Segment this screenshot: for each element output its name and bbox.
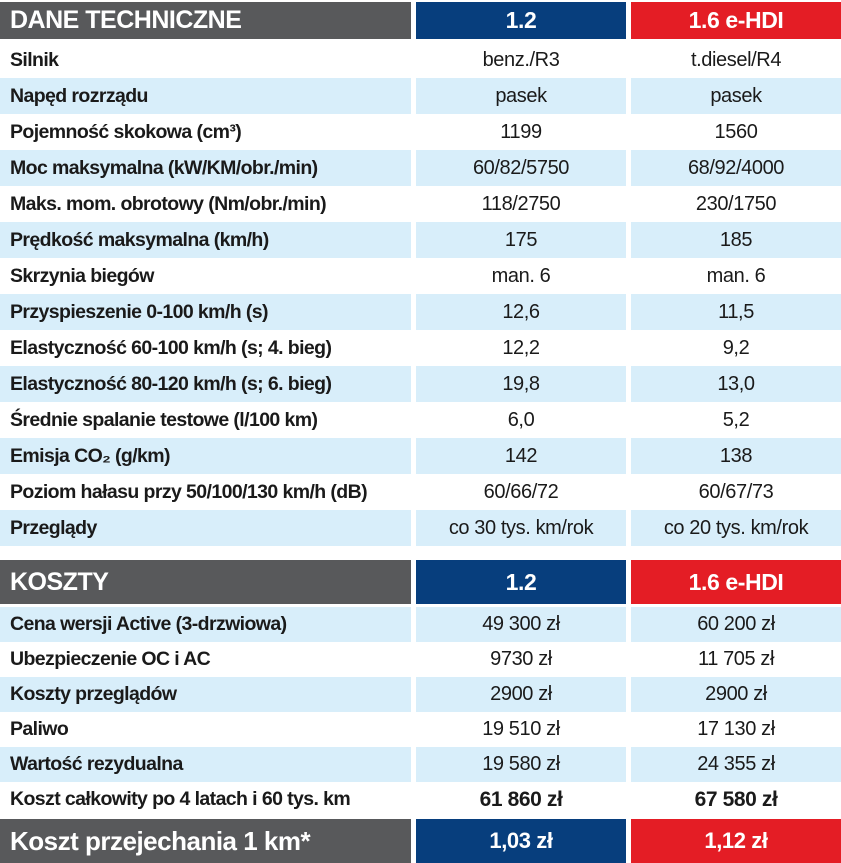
value-1-2: 142 xyxy=(416,438,626,474)
table-row xyxy=(0,747,841,782)
table-row xyxy=(0,474,841,510)
value-1-6-ehdi: 17 130 zł xyxy=(631,712,841,747)
value-1-2: 12,2 xyxy=(416,330,626,366)
value-1-2: 2900 zł xyxy=(416,677,626,712)
column-header-1-2: 1.2 xyxy=(416,560,626,604)
section-divider xyxy=(0,546,841,560)
row-label: Koszt całkowity po 4 latach i 60 tys. km xyxy=(0,782,411,817)
value-1-2: 9730 zł xyxy=(416,642,626,677)
row-label: Wartość rezydualna xyxy=(0,747,411,782)
row-label: Koszty przeglądów xyxy=(0,677,411,712)
value-1-2: 61 860 zł xyxy=(416,782,626,817)
value-1-6-ehdi: 138 xyxy=(631,438,841,474)
table-row xyxy=(0,366,841,402)
row-label: Paliwo xyxy=(0,712,411,747)
value-1-6-ehdi: 1560 xyxy=(631,114,841,150)
table-row xyxy=(0,712,841,747)
value-1-6-ehdi: 9,2 xyxy=(631,330,841,366)
value-1-2: co 30 tys. km/rok xyxy=(416,510,626,546)
value-1-6-ehdi: 68/92/4000 xyxy=(631,150,841,186)
value-1-2: 1199 xyxy=(416,114,626,150)
value-1-2: 60/66/72 xyxy=(416,474,626,510)
table-row xyxy=(0,294,841,330)
value-1-6-ehdi: co 20 tys. km/rok xyxy=(631,510,841,546)
row-label: Cena wersji Active (3-drzwiowa) xyxy=(0,607,411,642)
value-1-6-ehdi: 24 355 zł xyxy=(631,747,841,782)
table-row xyxy=(0,677,841,712)
row-label: Przeglądy xyxy=(0,510,411,546)
value-1-2: 12,6 xyxy=(416,294,626,330)
column-header-1-6-ehdi: 1.6 e-HDI xyxy=(631,2,841,39)
table-row xyxy=(0,150,841,186)
value-1-6-ehdi: 67 580 zł xyxy=(631,782,841,817)
section-title-costs: KOSZTY xyxy=(0,560,411,604)
row-label: Elastyczność 60-100 km/h (s; 4. bieg) xyxy=(0,330,411,366)
value-1-2: 19 510 zł xyxy=(416,712,626,747)
table-row xyxy=(0,438,841,474)
value-1-2: benz./R3 xyxy=(416,42,626,78)
row-label: Ubezpieczenie OC i AC xyxy=(0,642,411,677)
section-header-technical xyxy=(0,2,841,39)
table-row xyxy=(0,402,841,438)
row-label: Maks. mom. obrotowy (Nm/obr./min) xyxy=(0,186,411,222)
value-1-6-ehdi: 60/67/73 xyxy=(631,474,841,510)
row-label: Poziom hałasu przy 50/100/130 km/h (dB) xyxy=(0,474,411,510)
column-header-1-2: 1.2 xyxy=(416,2,626,39)
value-1-2: 60/82/5750 xyxy=(416,150,626,186)
table-row-total xyxy=(0,782,841,817)
footer-value-1-2: 1,03 zł xyxy=(416,819,626,863)
footer-value-1-6-ehdi: 1,12 zł xyxy=(631,819,841,863)
value-1-6-ehdi: pasek xyxy=(631,78,841,114)
row-label: Pojemność skokowa (cm³) xyxy=(0,114,411,150)
row-label: Elastyczność 80-120 km/h (s; 6. bieg) xyxy=(0,366,411,402)
value-1-2: 175 xyxy=(416,222,626,258)
value-1-2: 19 580 zł xyxy=(416,747,626,782)
value-1-6-ehdi: t.diesel/R4 xyxy=(631,42,841,78)
table-row xyxy=(0,222,841,258)
value-1-6-ehdi: 185 xyxy=(631,222,841,258)
row-label: Napęd rozrządu xyxy=(0,78,411,114)
row-label: Średnie spalanie testowe (l/100 km) xyxy=(0,402,411,438)
value-1-6-ehdi: 2900 zł xyxy=(631,677,841,712)
section-header-costs xyxy=(0,560,841,604)
value-1-6-ehdi: 230/1750 xyxy=(631,186,841,222)
value-1-6-ehdi: 13,0 xyxy=(631,366,841,402)
table-row xyxy=(0,78,841,114)
value-1-2: 49 300 zł xyxy=(416,607,626,642)
row-label: Moc maksymalna (kW/KM/obr./min) xyxy=(0,150,411,186)
footer-label: Koszt przejechania 1 km* xyxy=(0,819,411,863)
value-1-6-ehdi: 11 705 zł xyxy=(631,642,841,677)
row-label: Emisja CO₂ (g/km) xyxy=(0,438,411,474)
value-1-2: 19,8 xyxy=(416,366,626,402)
table-row xyxy=(0,510,841,546)
value-1-2: 6,0 xyxy=(416,402,626,438)
column-header-1-6-ehdi: 1.6 e-HDI xyxy=(631,560,841,604)
table-row xyxy=(0,186,841,222)
row-label: Skrzynia biegów xyxy=(0,258,411,294)
value-1-2: 118/2750 xyxy=(416,186,626,222)
footer-row-cost-per-km xyxy=(0,819,841,863)
value-1-6-ehdi: 11,5 xyxy=(631,294,841,330)
table-row xyxy=(0,114,841,150)
value-1-2: man. 6 xyxy=(416,258,626,294)
table-row xyxy=(0,42,841,78)
table-row xyxy=(0,330,841,366)
value-1-6-ehdi: man. 6 xyxy=(631,258,841,294)
value-1-6-ehdi: 5,2 xyxy=(631,402,841,438)
row-label: Przyspieszenie 0-100 km/h (s) xyxy=(0,294,411,330)
value-1-2: pasek xyxy=(416,78,626,114)
row-label: Prędkość maksymalna (km/h) xyxy=(0,222,411,258)
value-1-6-ehdi: 60 200 zł xyxy=(631,607,841,642)
section-title-technical: DANE TECHNICZNE xyxy=(0,2,411,39)
table-row xyxy=(0,642,841,677)
table-row xyxy=(0,258,841,294)
row-label: Silnik xyxy=(0,42,411,78)
table-row xyxy=(0,607,841,642)
